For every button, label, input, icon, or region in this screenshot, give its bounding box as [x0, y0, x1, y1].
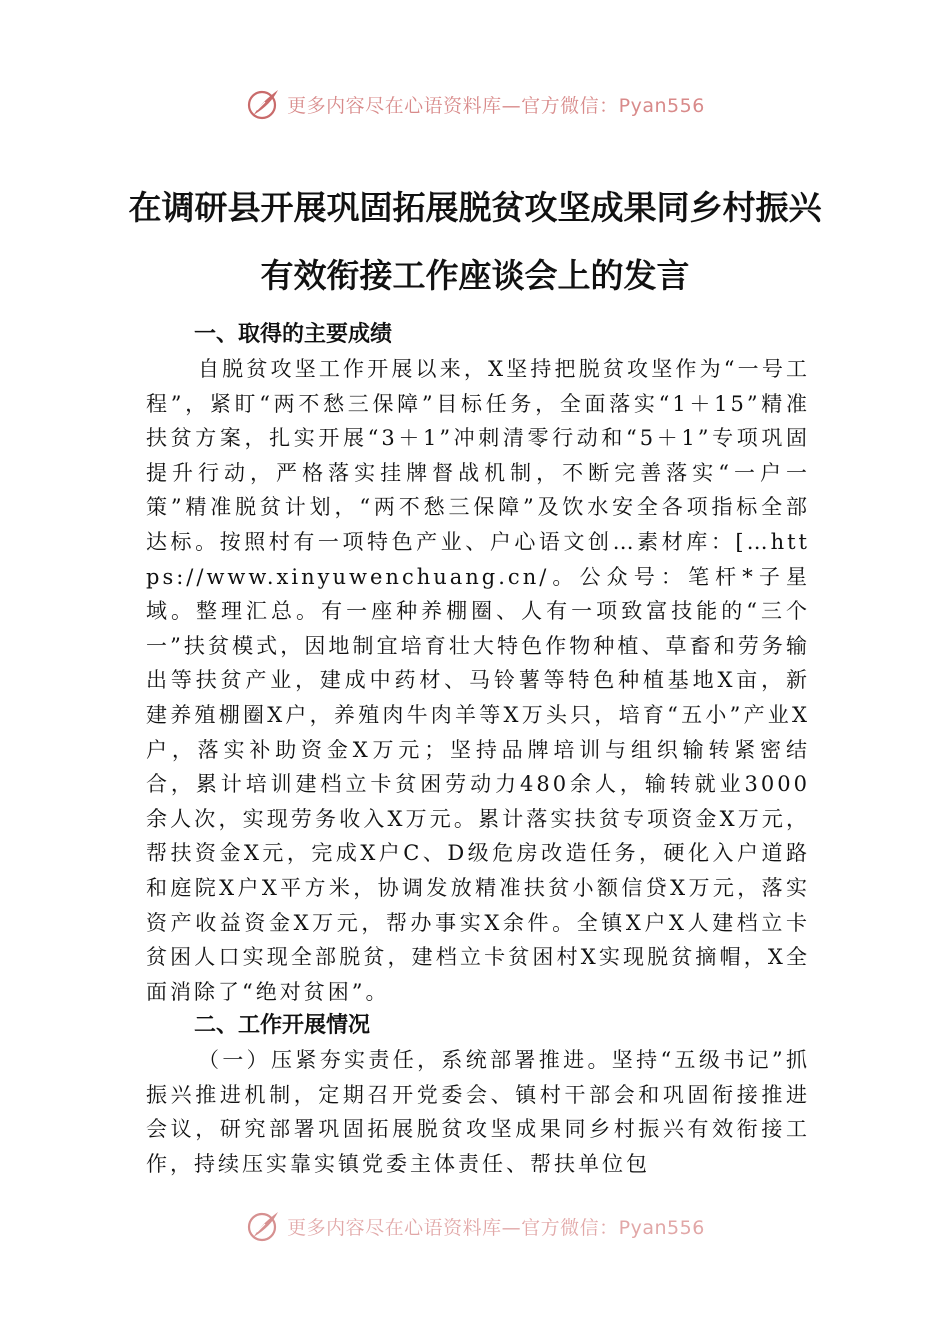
section-paragraph-achievements: 自脱贫攻坚工作开展以来，X坚持把脱贫攻坚作为“一号工程”，紧盯“两不愁三保障”目标任务，全面落实“1＋15”精准扶贫方案，扎实开展“3＋1”冲刺清零行动和“5＋1”专项巩固提升行动，严格落实挂牌督战机制，不断完善落实“一户一策”精准脱贫计划，“两不愁三保障”及饮水安全各项指标全部达标。按照村有一项特色产业、户心语文创…素材库：[…https://www.xinyuwenchuang.cn/。公众号：笔杆*子星域。整理汇总。有一座种养棚圈、人有一项致富技能的“三个一”扶贫模式，因地制宜培育壮大特色作物种植、草畜和劳务输出等扶贫产业，建成中药材、马铃薯等特色种植基地X亩，新建养殖棚圈X户，养殖肉牛肉羊等X万头只，培育“五小”产业X户，落实补助资金X万元；坚持品牌培训与组织输转紧密结合，累计培训建档立卡贫困劳动力480余人，输转就业3000余人次，实现劳务收入X万元。累计落实扶贫专项资金X万元，帮扶资金X元，完成X户C、D级危房改造任务，硬化入户道路和庭院X户X平方米，协调发放精准扶贫小额信贷X万元，落实资产收益资金X万元，帮办事实X余件。全镇X户X人建档立卡贫困人口实现全部脱贫，建档立卡贫困村X实现脱贫摘帽，X全面消除了“绝对贫困”。 — [146, 357, 810, 1004]
watermark-header — [0, 84, 950, 124]
quill-logo-icon — [245, 86, 281, 122]
section-paragraph-work-progress: （一）压紧夯实责任，系统部署推进。坚持“五级书记”抓振兴推进机制，定期召开党委会、镇村干部会和巩固衔接推进会议，研究部署巩固拓展脱贫攻坚成果同乡村振兴有效衔接工作，持续压实靠实镇党委主体责任、帮扶单位包 — [146, 1048, 810, 1177]
watermark-text: 更多内容尽在心语资料库—官方微信：Pyan556 — [287, 1216, 705, 1239]
quill-logo-icon — [245, 1208, 281, 1244]
watermark-footer — [0, 1206, 950, 1246]
watermark-text: 更多内容尽在心语资料库—官方微信：Pyan556 — [287, 94, 705, 117]
section-heading-achievements: 一、取得的主要成绩 — [194, 322, 393, 347]
document-title: 在调研县开展巩固拓展脱贫攻坚成果同乡村振兴有效衔接工作座谈会上的发言 — [128, 188, 822, 295]
document-body — [146, 318, 810, 1182]
section-heading-work-progress: 二、工作开展情况 — [194, 1013, 371, 1039]
